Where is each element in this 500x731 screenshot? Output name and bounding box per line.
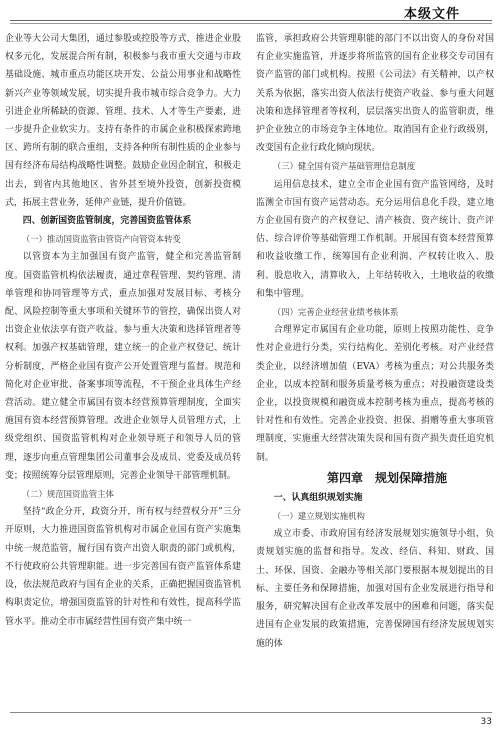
section-header-label: 本级文件 bbox=[403, 7, 460, 22]
subsection-heading: （二）规范国资监管主体 bbox=[21, 489, 114, 500]
left-column bbox=[5, 30, 241, 631]
right-column bbox=[256, 30, 494, 653]
header-rule bbox=[10, 20, 492, 21]
paragraph: 以管资本为主加强国有资产监管，健全和完善监管制度。国资监管机构依法履责，通过章程管理、契约管理、清单管理和协同管理等方式，重点加强对发展目标、考核分配、风险控制等重大事项和关键环节的管控，确保出资人对出资企业依法享有资产收益、参与重大决策和选择管理者等权利。加强产权基础管理，建立统一的企业产权登记、统计分析制度，严格企业国有资产公开处置管理与监督。规范和简化对企业审批、备案事项等流程，不干预企业具体生产经营活动。建立健全市属国有资本经营预算管理制度，全面实施国有资本经营预算管理。改进企业领导人员管理方式，上级党组织、国资监管机构对企业领导班子和领导人员的管理，逐步向重点管理集团公司董事会及成员、党委及成员转变；按照统筹分层管理原则，完善企业领导干部管理机制。 bbox=[5, 252, 241, 481]
subsection-heading: （三）健全国有资产基础管理信息制度 bbox=[272, 161, 416, 172]
page-number: 33 bbox=[480, 717, 492, 727]
section-heading: 一、认真组织规划实施 bbox=[273, 492, 363, 503]
subsection-heading: （四）完善企业经营业绩考核体系 bbox=[272, 307, 399, 318]
section-heading: 四、创新国资监管制度，完善国资监管体系 bbox=[22, 216, 192, 227]
paragraph: 监管，承担政府公共管理职能的部门不以出资人的身份对国有企业实施监管，并逐步将所监管的国有企业移交专司国有资产监管的部门或机构。按照《公司法》有关精神，以产权关系为依据，落实出资人依法行使资产收益、参与重大问题决策和选择管理者等权利，层层落实出资人的监管职责，维护企业独立的市场竞争主体地位。取消国有企业行政级别，改变国有企业行政化倾向现状。 bbox=[256, 34, 494, 154]
subsection-heading: （一）推动国资监管由管资产向管资本转变 bbox=[21, 234, 181, 245]
paragraph: 企业等大公司大集团，通过参股或控股等方式，推进企业股权多元化，发展混合所有制，积极参与我市重大交通与市政基础设施、城市重点功能区块开发、公益公用事业和战略性新兴产业等领域发展，切实提升我市城市综合竞争力。大力引进企业所稀缺的资源、管理、技术、人才等生产要素，进一步提升企业软实力。支持有条件的市属企业积极探索跨地区、跨所有制的联合重组，支持各种所有制性质的企业参与国有经济布局结构战略性调整。鼓励企业因企制宜，积极走出去，到省内其他地区、省外甚至境外投资，创新投资模式，拓展主营业务，延伸产业链，提升价值链。 bbox=[5, 34, 241, 208]
footer-rule bbox=[10, 712, 492, 713]
paragraph: 坚持“政企分开，政资分开，所有权与经营权分开”三分开原则，大力推进国资监管机构对市属企业国有资产实施集中统一规范监管，履行国有资产出资人职责的部门或机构，不行使政府公共管理职能。进一步完善国有资产监管体系建设，依法规范政府与国有企业的关系，正确把握国资监管机构职责定位，增强国资监管的针对性和有效性，提高科学监管水平。推动全市市属经营性国有资产集中统一 bbox=[5, 507, 241, 627]
subsection-heading: （一）建立规划实施机构 bbox=[272, 511, 365, 522]
chapter-heading: 第四章 规划保障措施 bbox=[326, 470, 447, 485]
page-header bbox=[0, 0, 500, 22]
paragraph: 合理界定市属国有企业功能，原则上按照功能性、竞争性对企业进行分类，实行结构化、差别化考核。对产业经营类企业，以经济增加值（EVA）考核为重点；对公共服务类企业，以成本控制和服务质量考核为重点；对投融资建设类企业，以投资规模和融资成本控制考核为重点，提高考核的针对性和有效性。完善企业投资、担保、捐赠等重大事项管理制度，实施重大经营决策失误和国有资产损失责任追究机制。 bbox=[256, 325, 494, 463]
paragraph: 成立市委、市政府国有经济发展规划实施领导小组，负责规划实施的监督和指导。发改、经信、科知、财政、国土、环保、国资、金融办等相关部门要根据本规划提出的目标、主要任务和保障措施，加强对国有企业发展进行指导和服务，研究解决国有企业改革发展中的困难和问题，落实促进国有企业发展的政策措施，完善保障国有经济发展规划实施的体 bbox=[256, 529, 494, 649]
paragraph: 运用信息技术，建立全市企业国有资产监管网络，及时监测全市国有资产运营动态。充分运用信息化手段，建立地方企业国有资产的产权登记、清产核资、资产统计、资产评估、综合评价等基础管理工作机制。开展国有资本经营预算和收益收缴工作，统筹国有企业利润、产权转让收入、股利、股息收入，清算收入，上年结转收入，土地收益的收缴和集中管理。 bbox=[256, 179, 494, 299]
header-rule-secondary bbox=[10, 23, 492, 24]
